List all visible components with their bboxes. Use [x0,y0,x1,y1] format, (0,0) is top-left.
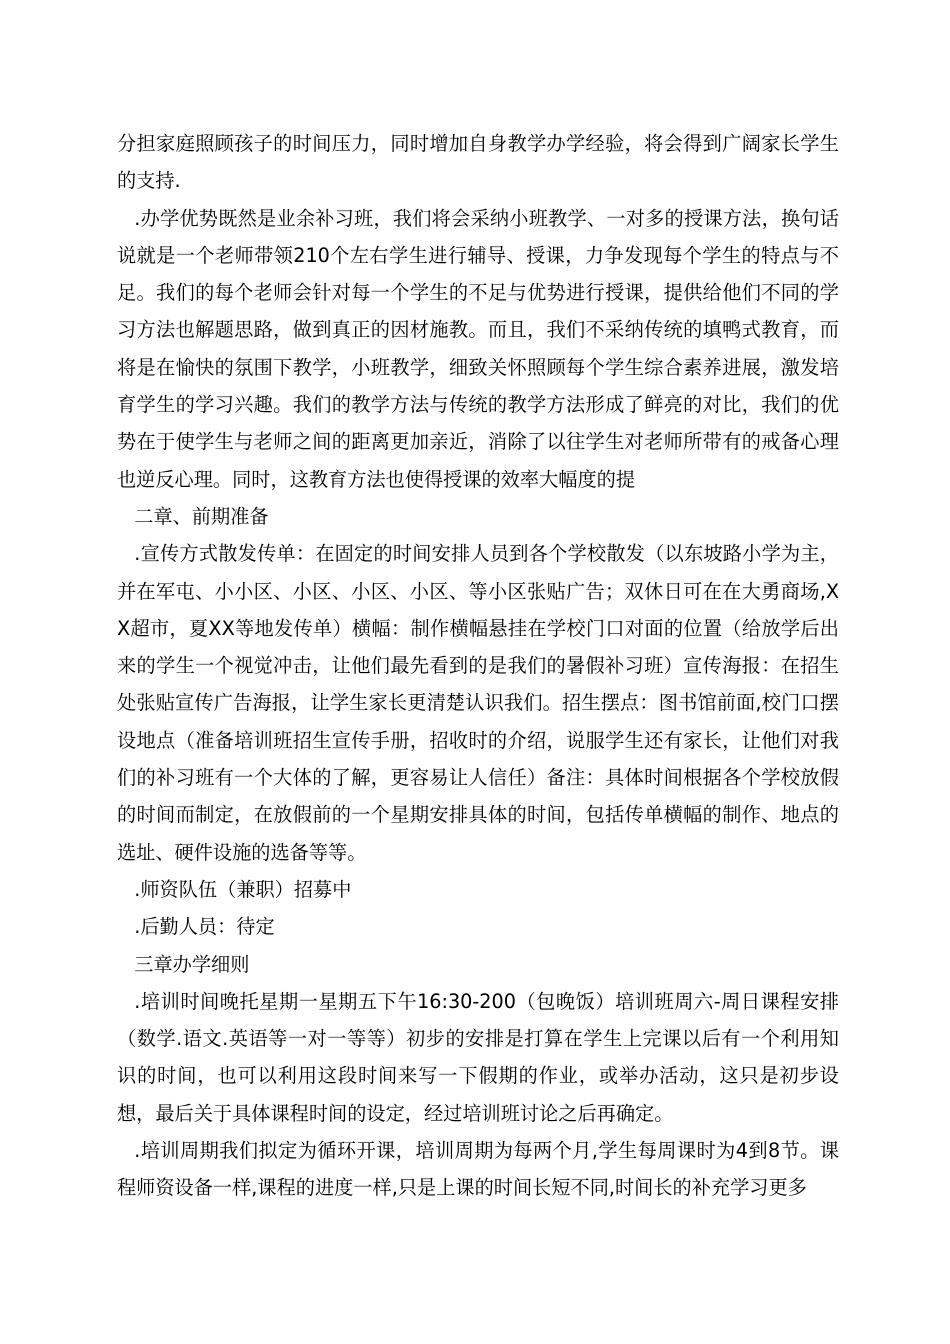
paragraph-advantages: .办学优势既然是业余补习班，我们将会采纳小班教学、一对多的授课方法，换句话说就是一个老师带领210个左右学生进行辅导、授课，力争发现每个学生的特点与不足。我们的每个老师会针对每一个学生的不足与优势进行授课，提供给他们不同的学习方法也解题思路，做到真正的因材施教。而且，我们不采纳传统的填鸭式教育，而将是在愉快的氛围下教学，小班教学，细致关怀照顾每个学生综合素养进展，激发培育学生的学习兴趣。我们的教学方法与传统的教学方法形成了鲜亮的对比，我们的优势在于使学生与老师之间的距离更加亲近，消除了以往学生对老师所带有的戒备心理也逆反心理。同时，这教育方法也使得授课的效率大幅度的提 [117,206,839,491]
chapter-heading-preparation: 二章、前期准备 [134,504,269,528]
paragraph-logistics: .后勤人员：待定 [134,915,275,939]
document-body [117,125,839,1207]
paragraph-publicity: .宣传方式散发传单：在固定的时间安排人员到各个学校散发（以东坡路小学为主，并在军屯、小小区、小区、小区、小区、等小区张贴广告；双休日可在在大勇商场,XX超市，夏XX等地发传单）横幅：制作横幅悬挂在学校门口对面的位置（给放学后出来的学生一个视觉冲击，让他们最先看到的是我们的暑假补习班）宣传海报：在招生处张贴宣传广告海报，让学生家长更清楚认识我们。招生摆点：图书馆前面,校门口摆设地点（准备培训班招生宣传手册，招收时的介绍，说服学生还有家长，让他们对我们的补习班有一个大体的了解，更容易让人信任）备注：具体时间根据各个学校放假的时间而制定，在放假前的一个星期安排具体的时间，包括传单横幅的制作、地点的选址、硬件设施的选备等等。 [117,542,839,864]
paragraph-teachers: .师资队伍（兼职）招募中 [134,877,352,901]
paragraph-schedule: .培训时间晚托星期一星期五下午16:30-200（包晚饭）培训班周六-周日课程安排（数学.语文.英语等一对一等等）初步的安排是打算在学生上完课以后有一个利用知识的时间，也可以利用这段时间来写一下假期的作业，或举办活动，这只是初步设想，最后关于具体课程时间的设定，经过培训班讨论之后再确定。 [117,989,839,1125]
paragraph-cycle: .培训周期我们拟定为循环开课，培训周期为每两个月,学生每周课时为4到8节。课程师资设备一样,课程的进度一样,只是上课的时间长短不同,时间长的补充学习更多 [117,1139,839,1200]
chapter-heading-rules: 三章办学细则 [134,952,250,976]
paragraph-support: 分担家庭照顾孩子的时间压力，同时增加自身教学办学经验，将会得到广阔家长学生的支持. [117,132,839,193]
